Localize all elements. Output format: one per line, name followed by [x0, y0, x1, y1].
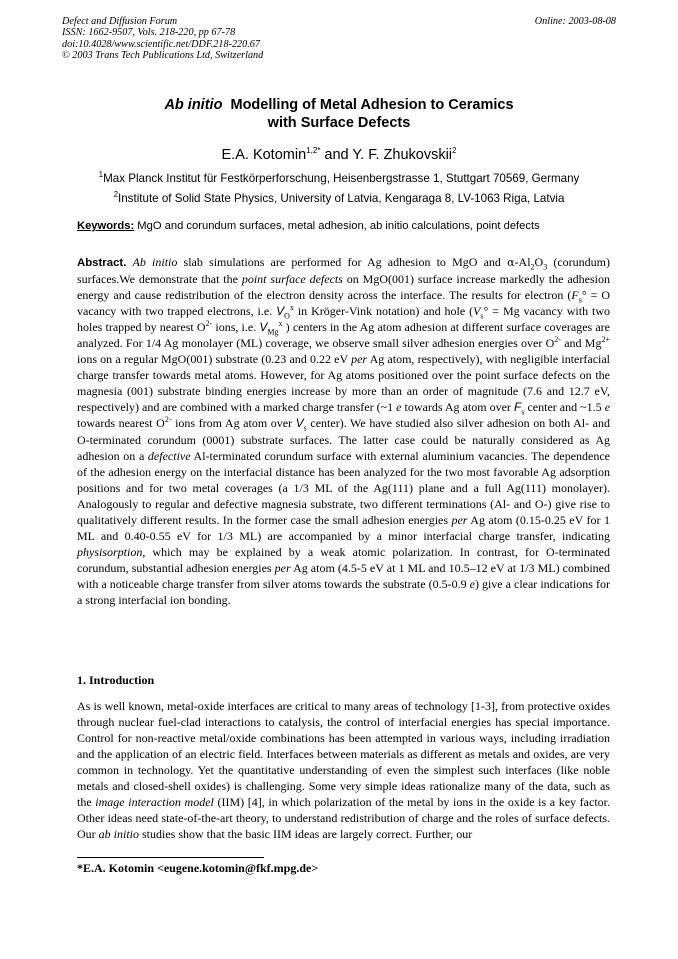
corresponding-author-footnote[interactable]: *E.A. Kotomin <eugene.kotomin@fkf.mpg.de>: [77, 861, 319, 875]
abstract-text: on MgO(001) surface increase markedly the adhesion energy and cause redistribution of the electron density across the interface. The results for electron (: [77, 272, 611, 303]
superscript: 2-: [164, 415, 172, 425]
abstract-text: ° = O vacancy with two trapped electrons, i.e.: [77, 288, 611, 319]
superscript: 2+: [601, 335, 610, 345]
intro-text: (IIM) [4], in which polarization of the metal by ions in the oxide is a key factor. Other ideas need state-of-the-art theory, to understand redistribution of charge and the roles of surface defects. Our: [77, 795, 611, 842]
abstract-text: ) centers in the Ag atom adhesion at different surface coverages are analyzed. For 1/4 Ag monolayer (ML) coverage, we observe small silver adhesion energies over O: [77, 320, 610, 351]
journal-doi[interactable]: doi:10.4028/www.scientific.net/DDF.218-220.67: [62, 38, 260, 50]
affiliation-2-text: Institute of Solid State Physics, University of Latvia, Kengaraga 8, LV-1063 Riga, Latvia: [118, 192, 565, 205]
abstract-text: towards Ag atom over: [401, 400, 514, 415]
abstract-text: ions, i.e.: [212, 320, 260, 335]
online-date: Online: 2003-08-08: [534, 16, 616, 27]
abstract-text: per: [451, 512, 468, 527]
abstract-text: ions from Ag atom over: [171, 416, 296, 431]
abstract-text: point surface defects: [241, 272, 343, 287]
author-connector: and Y. F. Zhukovskii: [320, 147, 453, 163]
subscript: s: [480, 311, 484, 321]
defect-symbol: F: [513, 400, 522, 415]
abstract-label: Abstract.: [77, 257, 127, 269]
footnote-divider: [77, 857, 264, 858]
subscript: s: [521, 407, 525, 417]
abstract-text: (corundum) surfaces.We demonstrate that the: [77, 255, 611, 287]
abstract-text: Al-terminated corundum surface with external aluminium vacancies. The dependence of the adhesion energy on the interfacial distance has been analyzed for the two most favorable Ag adsorption positions and for two metal coverages (a 1/3 ML of the Ag(111) plane and a full Ag(111) monolayer). Analogously to regular and defective magnesia substrate, two different terminations (Al- and O-) give rise to qualitatively different results. In the former case the small adhesion energies: [77, 448, 610, 527]
abstract-text: Ag atom (0.15-0.25 eV for 1 ML and 0.40-0.55 eV for 1/3 ML) are accompanied by a minor interfacial charge transfer, indicating: [77, 512, 610, 543]
subscript: s: [303, 423, 307, 433]
author-list: [62, 147, 616, 163]
author-1: E.A. Kotomin: [221, 147, 307, 163]
journal-header: [62, 16, 263, 62]
paper-title: [62, 96, 616, 132]
title-italic: Ab initio: [164, 97, 223, 113]
intro-text: As is well known, metal-oxide interfaces are critical to many areas of technology [1-3], from protective oxides through nuclear fuel-clad interactions to catalysis, the control of interfacial energies has special importance. Control for non-reactive metal/oxide combinations has been attempted in various ways, including irradiation and the application of an electric field. Interfaces between materials as different as metals and oxides, are very common in technology. Yet the quantitative understanding of even the simplest such interfaces (like noble metals and closed-shell oxides) is challenging. Some very simple ideas rationalize many of the data, such as the: [77, 699, 610, 810]
intro-text: ab initio: [98, 827, 140, 842]
affiliation-1-num: 1: [98, 170, 104, 180]
abstract-text: V: [473, 304, 481, 319]
keywords: [77, 220, 617, 232]
abstract-text: Ab initio: [132, 255, 178, 269]
affiliation-2-num: 2: [113, 190, 119, 200]
keywords-label: Keywords:: [77, 220, 135, 232]
intro-text: image interaction model: [95, 795, 214, 810]
author-1-sup: 1,2*: [306, 146, 321, 156]
superscript: x: [289, 303, 294, 313]
abstract-text: slab simulations are performed for Ag adhesion to MgO and: [177, 255, 508, 269]
abstract-text: towards nearest O: [77, 416, 165, 431]
affiliation-2: [62, 192, 616, 205]
abstract-text: physisorption: [77, 544, 143, 559]
abstract-text: -Al: [514, 255, 531, 269]
section-separator: .: [83, 673, 89, 687]
abstract-text: ) give a clear indications for a strong interfacial ion bonding.: [77, 576, 610, 607]
abstract-text: Ag atom (4.5-5 eV at 1 ML and 10.5–12 eV at 1/3 ML) combined with a noticeable charge transfer from silver atoms towards the substrate (0.5-0.9: [77, 560, 610, 591]
abstract-text: per: [274, 560, 291, 575]
journal-copyright: © 2003 Trans Tech Publications Ltd, Switzerland: [62, 50, 264, 62]
subscript: s: [578, 295, 582, 305]
abstract-text: and Mg: [560, 336, 602, 351]
abstract-text: e: [604, 400, 611, 415]
defect-symbol: V: [276, 304, 285, 319]
intro-text: studies show that the basic IIM ideas are largely correct. Further, our: [139, 827, 473, 842]
superscript: 2-: [554, 335, 561, 345]
abstract-text: , which may be explained by a weak atomic polarization. In contrast, for O-terminated corundum, substantial adhesion energies: [77, 544, 610, 575]
alpha-symbol: α: [507, 256, 515, 269]
abstract-text: e: [469, 576, 475, 591]
journal-name: Defect and Diffusion Forum: [62, 16, 178, 27]
affiliation-1-text: Max Planck Institut für Festkörperforschung, Heisenbergstrasse 1, Stuttgart 70569, Germany: [103, 172, 580, 185]
subscript: 2: [530, 262, 535, 272]
abstract-text: ions on a regular MgO(001) substrate (0.23 and 0.22 eV: [77, 352, 352, 367]
superscript: 2-: [205, 319, 213, 329]
abstract-text: center and ~1.5: [524, 400, 605, 415]
journal-issn: ISSN: 1662-9507, Vols. 218-220, pp 67-78: [62, 27, 236, 39]
abstract: [77, 254, 610, 608]
section-number: 1: [77, 673, 83, 687]
keywords-text: MgO and corundum surfaces, metal adhesion, ab initio calculations, point defects: [134, 220, 540, 232]
defect-symbol: V: [259, 320, 268, 335]
introduction-paragraph: [77, 698, 610, 842]
subscript: Mg: [267, 327, 279, 337]
affiliation-1: [62, 172, 616, 185]
defect-symbol: V: [295, 416, 304, 431]
abstract-text: in Kröger-Vink notation) and hole (: [293, 304, 474, 319]
abstract-text: Ag atom, respectively), with negligible interfacial charge transfer towards metal atoms. However, for Ag atoms positioned over the point surface defects on the magnesia (001) substrate binding energies increase by more than an order of magnitude (7.6 and 12.7 eV, respectively) and are combined with a marked charge transfer (~1: [77, 352, 611, 415]
subscript: O: [284, 311, 290, 321]
abstract-text: F: [571, 288, 579, 303]
abstract-text: O: [534, 255, 544, 269]
superscript: x: [278, 319, 283, 329]
section-title: Introduction: [89, 673, 155, 687]
author-2-sup: 2: [452, 146, 457, 156]
abstract-text: e: [396, 400, 402, 415]
abstract-text: per: [351, 352, 368, 367]
abstract-text: ° = Mg vacancy with two holes trapped by nearest O: [77, 304, 611, 335]
abstract-text: defective: [147, 448, 191, 463]
title-line1: Modelling of Metal Adhesion to Ceramics: [230, 97, 514, 113]
subscript: 3: [543, 262, 548, 272]
abstract-text: center). We have studied also silver adhesion on both Al- and O-terminated corundum (0001) substrate surfaces. The latter case could be naturally considered as Ag adhesion on a: [77, 416, 610, 463]
title-line2: with Surface Defects: [267, 115, 411, 131]
section-heading: [77, 673, 154, 688]
